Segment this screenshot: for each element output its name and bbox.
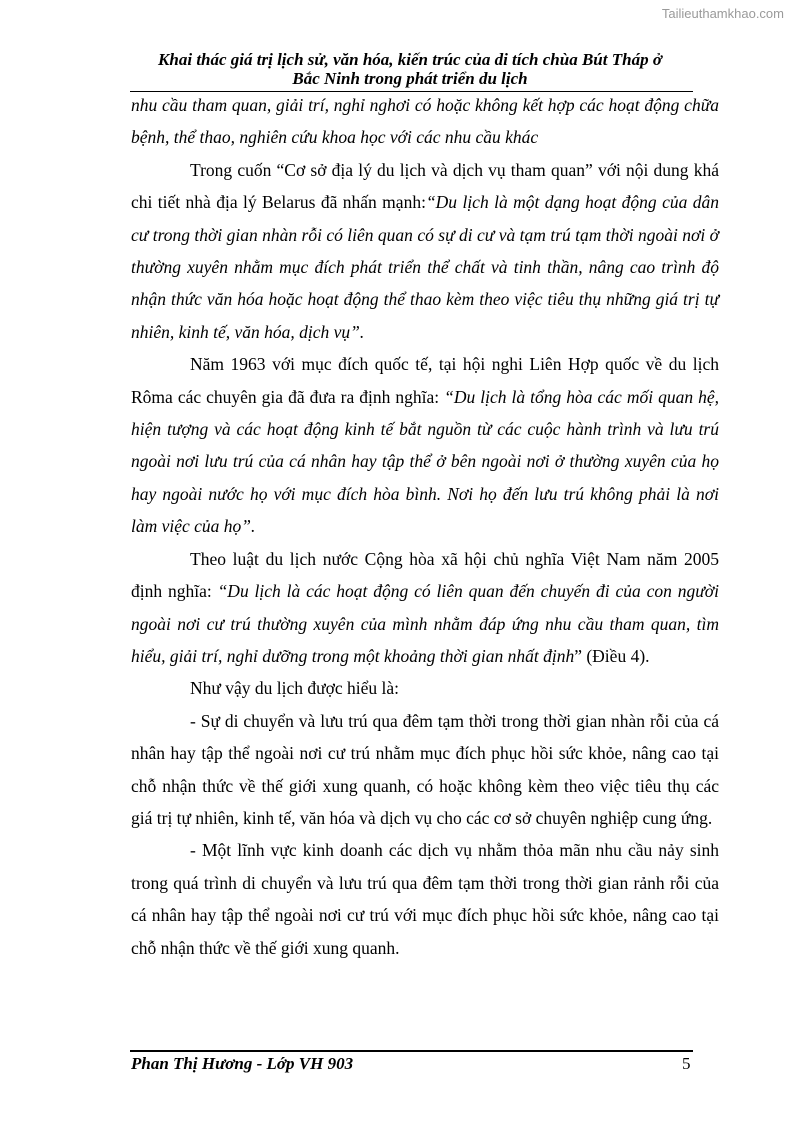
paragraph-belarus-intro: Trong cuốn “Cơ sở địa lý du lịch và dịch vụ tham quan” với nội dung khá chi tiết nhà địa lý Belarus đã nhấn mạnh: <box>131 159 719 213</box>
paragraph-law-tail: ” (Điều 4). <box>574 645 650 666</box>
paragraph-point-1: - Sự di chuyển và lưu trú qua đêm tạm thời trong thời gian nhàn rỗi của cá nhân hay tập thể ngoài nơi cư trú nhằm mục đích phục hồi sức khỏe, nâng cao tại chỗ nhận thức về thế giới xung quanh, có hoặc không kèm theo việc tiêu thụ các giá trị tự nhiên, kinh tế, văn hóa và dịch vụ cho các cơ sở chuyên nghiệp cung ứng. <box>131 710 719 828</box>
body-text <box>131 89 719 964</box>
paragraph-point-2: - Một lĩnh vực kinh doanh các dịch vụ nhằm thỏa mãn nhu cầu nảy sinh trong quá trình di chuyển và lưu trú qua đêm tạm thời trong thời gian rảnh rỗi của cá nhân hay tập thể ngoài nơi cư trú với mục đích phục hồi sức khỏe, nâng cao tại chỗ nhận thức về thế giới xung quanh. <box>131 840 719 958</box>
paragraph-law-intro: Theo luật du lịch nước Cộng hòa xã hội chủ nghĩa Việt Nam năm 2005 định nghĩa: <box>131 548 719 602</box>
running-header <box>110 50 710 88</box>
paragraph-summary-intro: Như vậy du lịch được hiểu là: <box>190 678 400 699</box>
watermark: Tailieuthamkhao.com <box>661 6 784 21</box>
paragraph-continuation-text: nhu cầu tham quan, giải trí, nghỉ nghơi có hoặc không kết hợp các hoạt động chữa bệnh, thể thao, nghiên cứu khoa học với các nhu cầu khác <box>131 95 719 148</box>
paragraph-continuation <box>131 89 719 154</box>
header-line-2: Bắc Ninh trong phát triển du lịch <box>292 69 528 88</box>
paragraph-belarus <box>131 154 719 348</box>
paragraph-rome-quote: “Du lịch là tổng hòa các mối quan hệ, hiện tượng và các hoạt động kinh tế bắt nguồn từ các cuộc hành trình và lưu trú ngoài nơi lưu trú của cá nhân hay tập thể ở bên ngoài nơi ở thường xuyên của họ hay ngoài nước họ với mục đích hòa bình. Nơi họ đến lưu trú không phải là nơi làm việc của họ”. <box>131 386 719 537</box>
paragraph-rome-intro: Năm 1963 với mục đích quốc tế, tại hội nghi Liên Hợp quốc về du lịch Rôma các chuyên gia đã đưa ra định nghĩa: <box>131 354 719 407</box>
paragraph-vietnam-law <box>131 543 719 673</box>
page-number: 5 <box>682 1054 691 1073</box>
paragraph-law-quote: “Du lịch là các hoạt động có liên quan đến chuyến đi của con người ngoài nơi cư trú thường xuyên của mình nhằm đáp ứng nhu cầu tham quan, tìm hiểu, giải trí, nghỉ dưỡng trong một khoảng thời gian nhất định <box>131 581 719 666</box>
footer-author: Phan Thị Hương - Lớp VH 903 <box>131 1054 354 1073</box>
paragraph-belarus-quote: “Du lịch là một dạng hoạt động của dân cư trong thời gian nhàn rỗi có liên quan có sự di cư và tạm trú tạm thời ngoài nơi ở thường xuyên nhằm mục đích phát triển thể chất và tinh thần, nâng cao trình độ nhận thức văn hóa hoặc hoạt động thể thao kèm theo việc tiêu thụ những giá trị tự nhiên, kinh tế, văn hóa, dịch vụ”. <box>131 192 719 342</box>
paragraph-rome-1963 <box>131 348 719 542</box>
header-line-1: Khai thác giá trị lịch sử, văn hóa, kiến trúc của di tích chùa Bút Tháp ở <box>158 50 662 69</box>
footer-rule <box>130 1050 693 1052</box>
